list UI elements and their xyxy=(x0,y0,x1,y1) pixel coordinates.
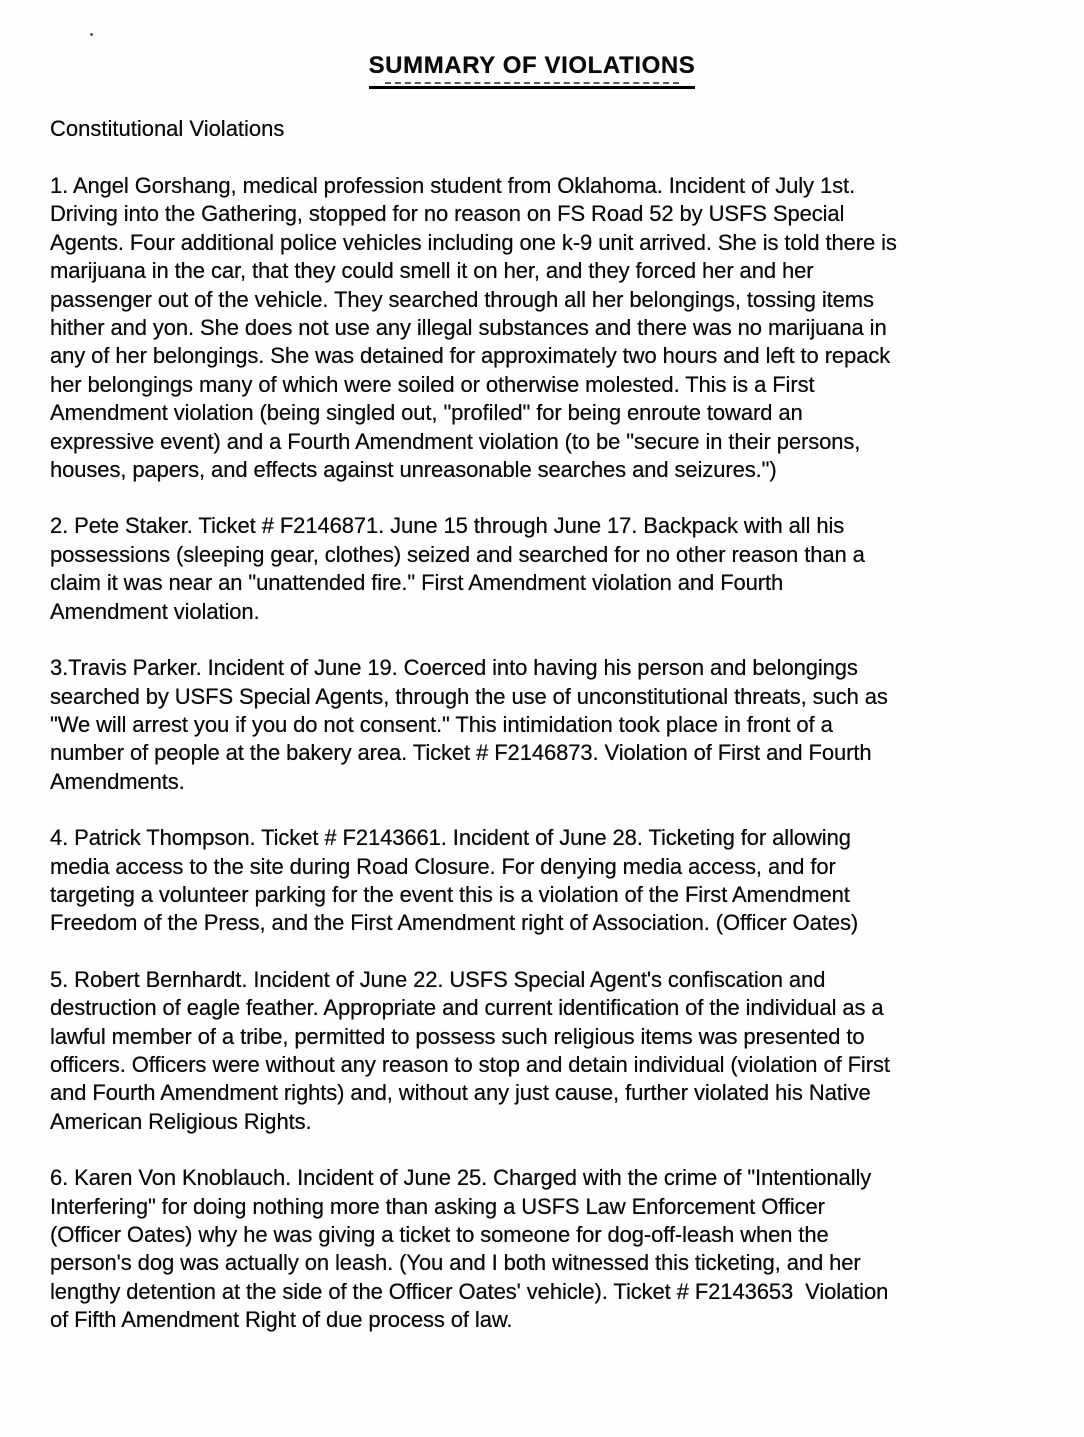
text-line: any of her belongings. She was detained for approximately two hours and left to repack xyxy=(50,343,891,369)
violation-paragraph xyxy=(50,824,1050,938)
text-line: possessions (sleeping gear, clothes) seized and searched for no other reason than a xyxy=(50,541,865,567)
text-line: 4. Patrick Thompson. Ticket # F2143661. Incident of June 28. Ticketing for allowing xyxy=(50,825,851,851)
violation-paragraph xyxy=(50,1164,1050,1334)
text-line: Amendments. xyxy=(50,768,185,794)
text-line: Amendment violation. xyxy=(50,598,260,624)
text-line: (Officer Oates) why he was giving a ticket to someone for dog-off-leash when the xyxy=(50,1222,829,1247)
text-line: houses, papers, and effects against unreasonable searches and seizures.") xyxy=(50,457,777,483)
text-line: 5. Robert Bernhardt. Incident of June 22. USFS Special Agent's confiscation and xyxy=(50,966,826,992)
text-line: Freedom of the Press, and the First Amendment right of Association. (Officer Oates) xyxy=(50,910,859,936)
text-line: her belongings many of which were soiled or otherwise molested. This is a First xyxy=(50,371,815,397)
section-heading: Constitutional Violations xyxy=(50,116,285,141)
text-line: hither and yon. She does not use any illegal substances and there was no marijuana in xyxy=(50,315,887,341)
text-line: destruction of eagle feather. Appropriate and current identification of the individual as a xyxy=(50,995,884,1021)
scan-artifact-dot xyxy=(90,33,93,36)
violation-paragraph xyxy=(50,172,1050,484)
text-line: 3.Travis Parker. Incident of June 19. Coerced into having his person and belongings xyxy=(50,655,858,681)
text-line: Driving into the Gathering, stopped for no reason on FS Road 52 by USFS Special xyxy=(50,201,845,227)
page-title: SUMMARY OF VIOLATIONS xyxy=(369,52,696,89)
text-line: lawful member of a tribe, permitted to possess such religious items was presented to xyxy=(50,1023,865,1049)
text-line: of Fifth Amendment Right of due process of law. xyxy=(50,1307,513,1333)
document-body xyxy=(50,172,1050,1363)
title-row xyxy=(0,52,1064,89)
text-line: officers. Officers were without any reason to stop and detain individual (violation of First xyxy=(50,1051,890,1077)
text-line: 2. Pete Staker. Ticket # F2146871. June 15 through June 17. Backpack with all his xyxy=(50,513,845,539)
text-line: media access to the site during Road Closure. For denying media access, and for xyxy=(50,853,836,879)
text-line: "We will arrest you if you do not consent." This intimidation took place in front of a xyxy=(50,711,833,737)
text-line: Agents. Four additional police vehicles including one k-9 unit arrived. She is told there is xyxy=(50,229,897,255)
violation-paragraph xyxy=(50,966,1050,1136)
text-line: and Fourth Amendment rights) and, without any just cause, further violated his Native xyxy=(50,1080,871,1106)
violation-paragraph xyxy=(50,512,1050,626)
text-line: 1. Angel Gorshang, medical profession student from Oklahoma. Incident of July 1st. xyxy=(50,173,856,198)
text-line: Amendment violation (being singled out, "profiled" for being enroute toward an xyxy=(50,400,803,426)
text-line: lengthy detention at the side of the Officer Oates' vehicle). Ticket # F2143653 Violation xyxy=(50,1278,889,1304)
text-line: searched by USFS Special Agents, through the use of unconstitutional threats, such as xyxy=(50,683,888,709)
text-line: American Religious Rights. xyxy=(50,1108,312,1134)
text-line: targeting a volunteer parking for the event this is a violation of the First Amendment xyxy=(50,881,850,907)
text-line: marijuana in the car, that they could smell it on her, and they forced her and her xyxy=(50,258,814,284)
text-line: 6. Karen Von Knoblauch. Incident of June 25. Charged with the crime of "Intentionally xyxy=(50,1165,872,1191)
text-line: claim it was near an "unattended fire." First Amendment violation and Fourth xyxy=(50,570,784,596)
text-line: Interfering" for doing nothing more than asking a USFS Law Enforcement Officer xyxy=(50,1193,825,1219)
text-line: passenger out of the vehicle. They searched through all her belongings, tossing items xyxy=(50,286,874,312)
text-line: expressive event) and a Fourth Amendment violation (to be "secure in their persons, xyxy=(50,428,861,454)
violation-paragraph xyxy=(50,654,1050,796)
text-line: person's dog was actually on leash. (You and I both witnessed this ticketing, and her xyxy=(50,1250,861,1276)
text-line: number of people at the bakery area. Ticket # F2146873. Violation of First and Fourth xyxy=(50,740,872,766)
